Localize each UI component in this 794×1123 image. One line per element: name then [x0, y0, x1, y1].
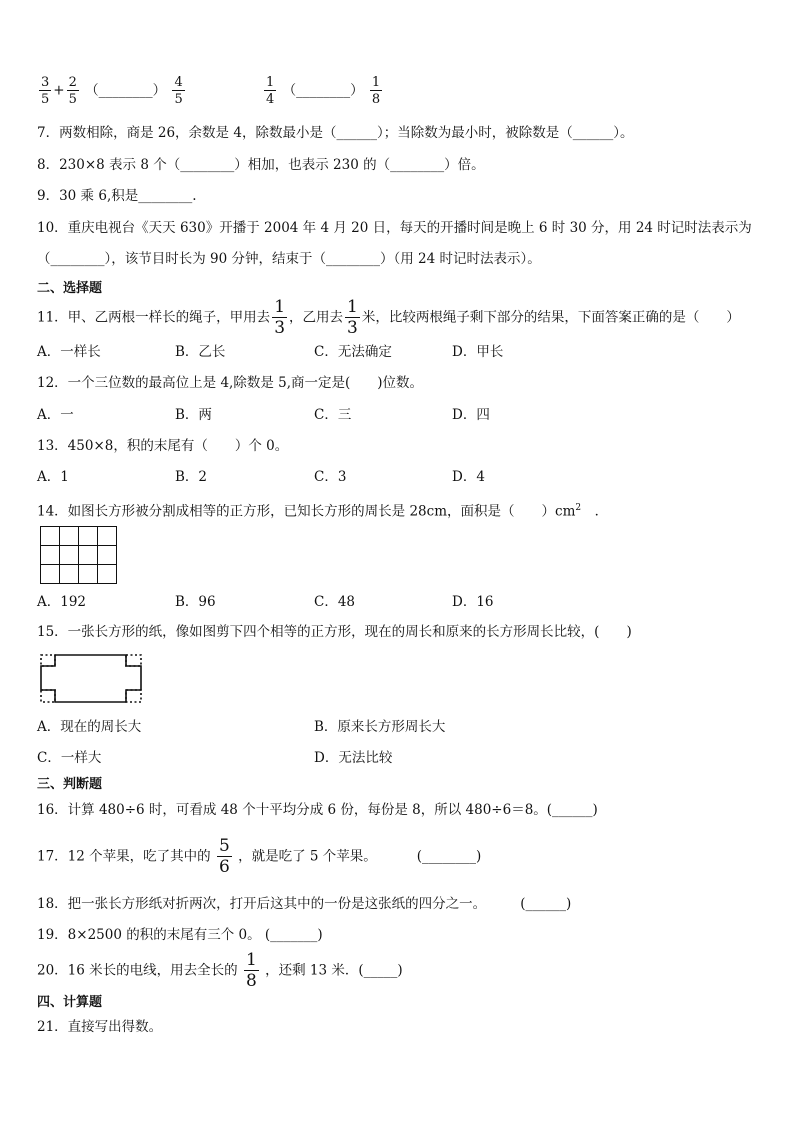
- q15-option-d[interactable]: D．无法比较: [314, 750, 393, 766]
- q6-compare-right: [262, 76, 384, 106]
- answer-blank[interactable]: (________): [416, 848, 482, 865]
- question-9: 9．30 乘 6,积是________.: [37, 188, 197, 204]
- q12-option-a[interactable]: A．一: [37, 407, 74, 423]
- question-10-line2: （________），该节目时长为 90 分钟，结束于（________）（用 24 时记时法表示）。: [37, 251, 541, 267]
- section-heading-choice: 二、选择题: [37, 281, 103, 296]
- question-16: 16．计算 480÷6 时，可看成 48 个十平均分成 6 份，每份是 8，所以 480÷6＝8。(______): [37, 802, 598, 818]
- q15-option-b[interactable]: B．原来长方形周长大: [314, 719, 446, 735]
- q13-option-c[interactable]: C．3: [314, 469, 347, 485]
- section-heading-judgement: 三、判断题: [37, 777, 103, 792]
- question-11: 11．甲、乙两根一样长的绳子，甲用去 $\frac{1}{3}$ ，乙用去 $\frac{1}{3}$ 米，比较两根绳子剩下部分的结果，下面答案正确的是（ ）: [37, 297, 740, 338]
- q11-option-b[interactable]: B．乙长: [175, 344, 226, 360]
- q15-option-a[interactable]: A．现在的周长大: [37, 719, 142, 735]
- fraction: $\frac{5}{6}$: [218, 836, 230, 877]
- fraction: $\frac{1}{3}$: [347, 297, 358, 338]
- question-10-line1: 10．重庆电视台《天天 630》开播于 2004 年 4 月 20 日，每天的开播时间是晚上 6 时 30 分，用 24 时记时法表示为: [37, 220, 752, 236]
- section-heading-calculation: 四、计算题: [37, 995, 103, 1010]
- answer-blank[interactable]: (______): [520, 896, 572, 912]
- question-15: 15．一张长方形的纸，像如图剪下四个相等的正方形，现在的周长和原来的长方形周长比较，( ): [37, 624, 632, 640]
- q13-option-d[interactable]: D．4: [452, 469, 485, 485]
- grid-rectangle-figure: [40, 526, 120, 586]
- answer-blank[interactable]: ________: [138, 188, 193, 204]
- question-14: 14．如图长方形被分割成相等的正方形，已知长方形的周长是 28cm，面积是（ ）$cm^2$ ．: [37, 503, 609, 520]
- q14-option-b[interactable]: B．96: [175, 594, 216, 610]
- question-21: 21．直接写出得数。: [37, 1019, 163, 1035]
- q13-option-a[interactable]: A．1: [37, 469, 69, 485]
- cut-corners-paper-figure: [38, 652, 148, 708]
- fraction: $\frac{4}{5}$: [174, 75, 183, 107]
- fraction: $\frac{1}{3}$: [274, 297, 286, 338]
- fraction: $\frac{1}{4}$: [266, 75, 275, 107]
- fraction: $\frac{1}{8}$: [245, 950, 257, 991]
- question-7: 7．两数相除，商是 26，余数是 4，除数最小是（______）；当除数为最小时，被除数是（______）。: [37, 125, 634, 141]
- question-17: 17．12 个苹果，吃了其中的 $\frac{5}{6}$ ，就是吃了 5 个苹果。 (________): [37, 836, 482, 877]
- q12-option-d[interactable]: D．四: [452, 407, 490, 423]
- question-8: 8．230×8 表示 8 个（________）相加，也表示 230 的（________）倍。: [37, 157, 485, 173]
- q12-option-c[interactable]: C．三: [314, 407, 352, 423]
- fraction: $\frac{2}{5}$: [68, 75, 77, 107]
- q11-option-d[interactable]: D．甲长: [452, 344, 504, 360]
- fraction: $\frac{1}{8}$: [371, 75, 381, 107]
- question-13: 13．450×8，积的末尾有（ ）个 0。: [37, 438, 289, 454]
- fraction: $\frac{3}{5}$: [41, 75, 50, 107]
- q6-compare-left: $\frac{3}{5}$ + $\frac{2}{5}$ （________） $\frac{4}{5}$: [41, 75, 183, 107]
- question-19: 19．8×2500 的积的末尾有三个 0。 (_______): [37, 927, 323, 943]
- q15-option-c[interactable]: C．一样大: [37, 750, 102, 766]
- answer-blank[interactable]: （________）: [282, 82, 364, 99]
- question-18: 18．把一张长方形纸对折两次，打开后这其中的一份是这张纸的四分之一。 (______): [37, 896, 572, 912]
- q14-option-a[interactable]: A．192: [37, 594, 87, 610]
- q12-option-b[interactable]: B．两: [175, 407, 212, 423]
- q13-option-b[interactable]: B．2: [175, 469, 208, 485]
- q14-option-c[interactable]: C．48: [314, 594, 356, 610]
- answer-blank[interactable]: （________）: [85, 82, 167, 99]
- q11-option-c[interactable]: C．无法确定: [314, 344, 392, 360]
- question-12: 12．一个三位数的最高位上是 4,除数是 5,商一定是( )位数。: [37, 375, 424, 391]
- q14-option-d[interactable]: D．16: [452, 594, 494, 610]
- question-20: 20．16 米长的电线，用去全长的 $\frac{1}{8}$ ，还剩 13 米．(_____): [37, 950, 403, 991]
- q11-option-a[interactable]: A．一样长: [37, 344, 101, 360]
